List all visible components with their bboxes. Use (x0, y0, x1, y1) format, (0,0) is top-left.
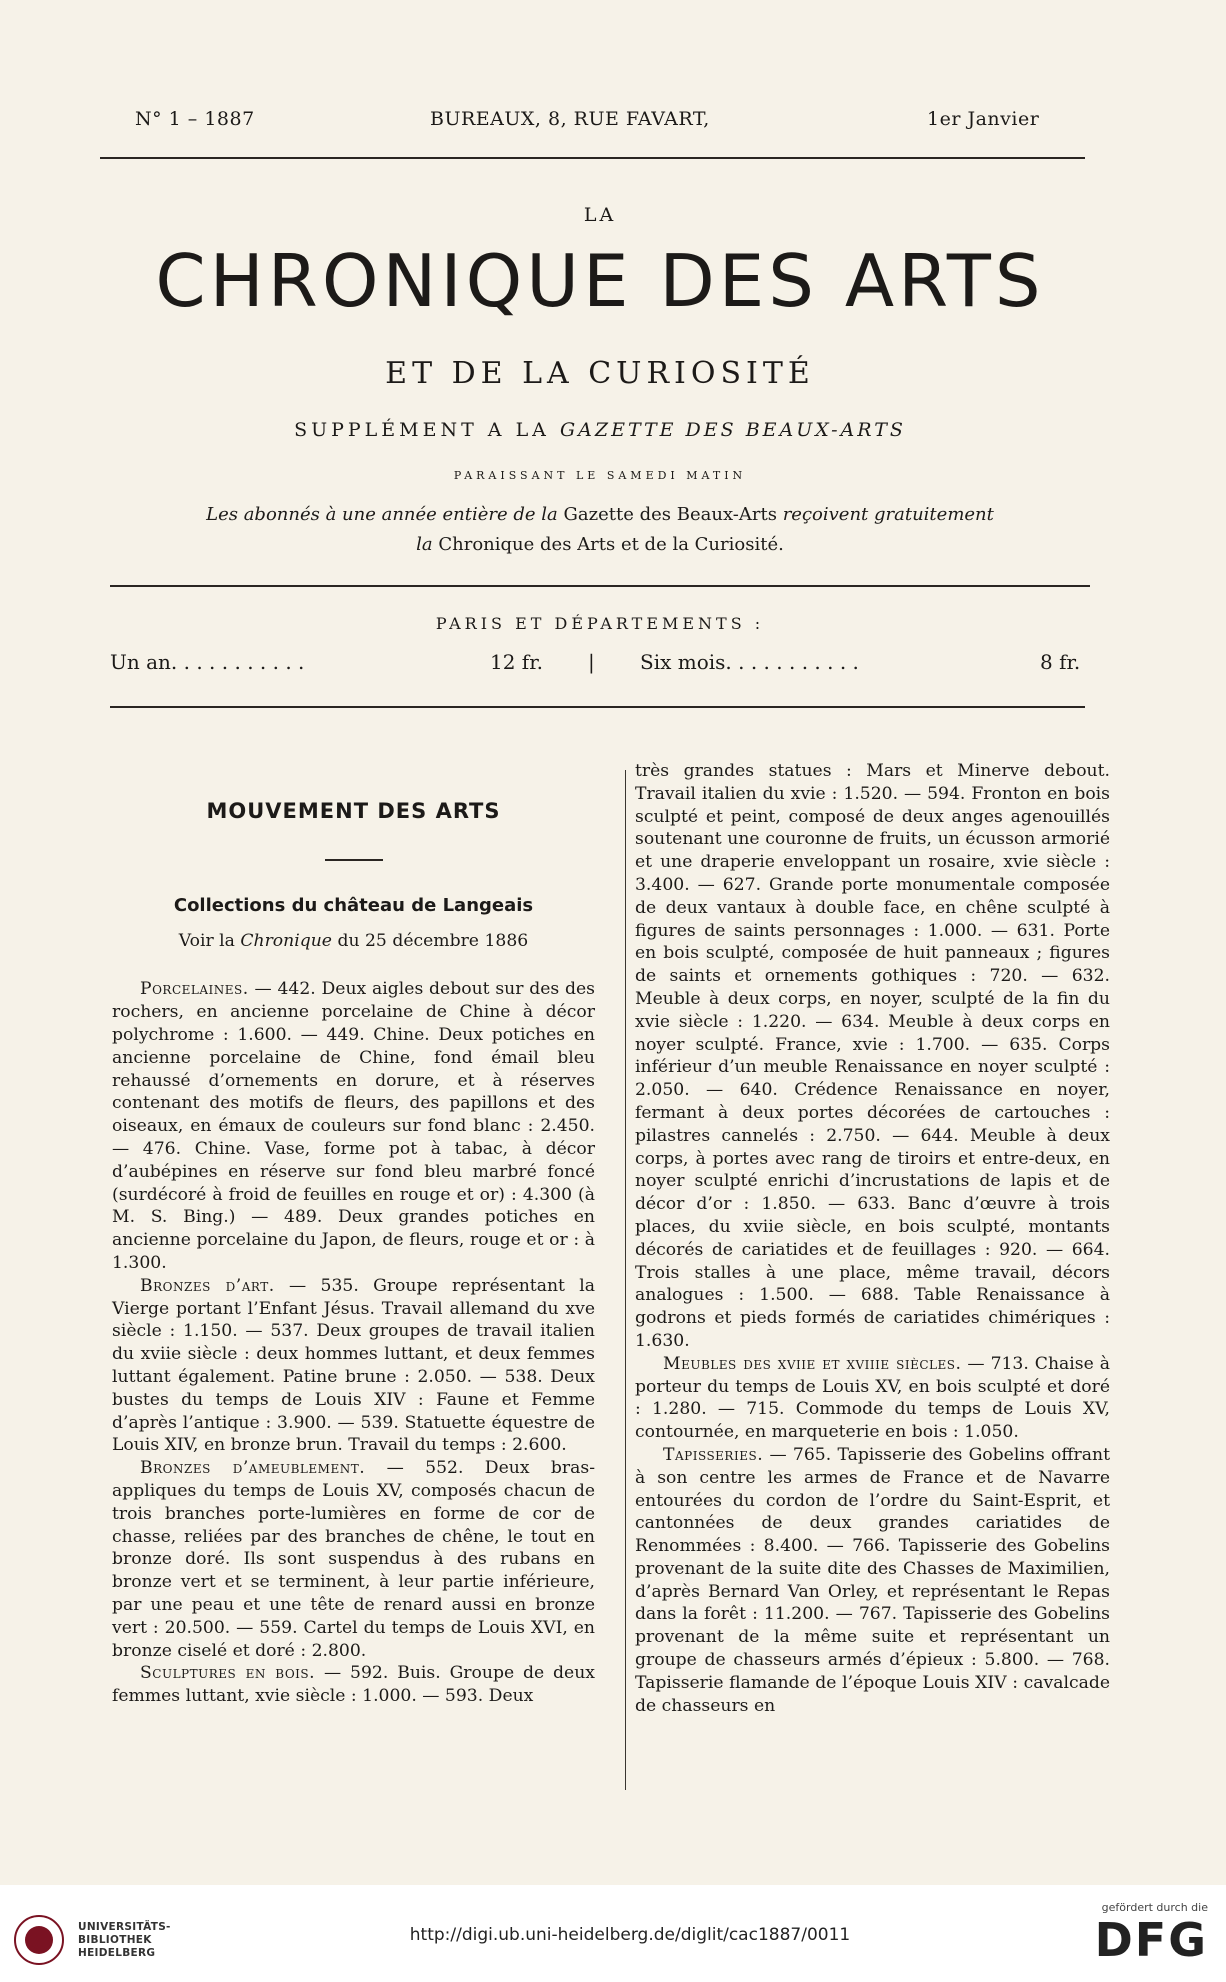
subscribers-note-1c: reçoivent gratuitement (782, 504, 994, 525)
digitization-footer (0, 1885, 1226, 1982)
right-column (635, 760, 1110, 1717)
paragraph-sculptures: Sculptures en bois. — 592. Buis. Groupe de deux femmes luttant, xvie siècle : 1.000. — 593. Deux (112, 1663, 595, 1707)
paragraph-sculptures-continued: très grandes statues : Mars et Minerve debout. Travail italien du xvie : 1.520. — 594. Fronton en bois sculpté et peint, composé de deux anges agenouillés soutenant une couronne de fruits, un écusson armorié et une draperie enveloppant un rosaire, xvie siècle : 3.400. — 627. Grande porte monumentale composée de deux vantaux à double face, en chêne sculpté à figures de saints personnages : 1.000. — 631. Porte en bois sculpté, composée de huit panneaux ; figures de saints et ornements gothiques : 720. — 632. Meuble à deux corps, en noyer, sculpté de la fin du xvie siècle : 1.220. — 634. Meuble à deux corps en noyer sculpté. France, xvie : 1.700. — 635. Corps inférieur d’un meuble Renaissance en noyer sculpté : 2.050. — 640. Crédence Renaissance en noyer, fermant à deux portes décorées de cartouches : pilastres cannelés : 2.750. — 644. Meuble à deux corps, à portes avec rang de tiroirs et entre-deux, en noyer sculpté enrichi d’incrustations de lapis et de décor d’or : 1.850. — 633. Banc d’œuvre à trois places, du xviie siècle, en bois sculpté, montants décorés de cariatides et de feuillages : 920. — 664. Trois stalles à une place, même travail, décors analogues : 1.500. — 688. Table Renaissance à godrons et pieds formés de cariatides chimériques : 1.630. (635, 761, 1110, 1351)
left-column (112, 758, 595, 1708)
subsection-title: Collections du château de Langeais (173, 894, 534, 916)
masthead-subtitle: ET DE LA CURIOSITÉ (385, 356, 815, 391)
permalink-url[interactable]: http://digi.ub.uni-heidelberg.de/diglit/cac1887/0011 (409, 1925, 851, 1945)
section-title: MOUVEMENT DES ARTS (206, 799, 501, 823)
pricing-heading: PARIS ET DÉPARTEMENTS : (435, 614, 765, 633)
funding-note: gefördert durch die (1101, 1901, 1208, 1914)
issue-date: 1er Janvier (927, 108, 1040, 130)
year-label: Un an. . . . . . . . . . . (110, 650, 305, 674)
issue-number: N° 1 – 1887 (135, 108, 255, 130)
subscribers-note-1a: Les abonnés à une année entière de la (206, 504, 558, 525)
subscribers-note-2a: la (416, 534, 433, 555)
masthead-rule (110, 585, 1090, 587)
section-rule (325, 859, 383, 861)
supplement-prefix: SUPPLÉMENT A LA (294, 419, 550, 441)
column-divider (625, 770, 626, 1790)
publication-frequency: PARAISSANT LE SAMEDI MATIN (453, 469, 747, 482)
reference-line (112, 930, 595, 953)
pricing-rule (110, 706, 1085, 708)
library-name: UNIVERSITÄTS- BIBLIOTHEK HEIDELBERG (78, 1920, 171, 1959)
library-logo (14, 1915, 171, 1965)
paragraph-bronzes-art: Bronzes d’art. — 535. Groupe représentant la Vierge portant l’Enfant Jésus. Travail allemand du xve siècle : 1.150. — 537. Deux groupes de travail italien du xviie siècle : deux hommes luttant, et deux femmes luttant également. Patine brune : 2.050. — 538. Deux bustes du temps de Louis XIV : Faune et Femme d’après l’antique : 3.900. — 539. Statuette équestre de Louis XIV, en bronze brun. Travail du temps : 2.600. (112, 1275, 596, 1456)
subscribers-note (100, 500, 1100, 560)
header-rule (100, 157, 1085, 159)
funder-name: DFG (1094, 1913, 1208, 1967)
paragraph-bronzes-ameublement: Bronzes d’ameublement. — 552. Deux bras-appliques du temps de Louis XV, composés chacun de trois branches porte-lumières en forme de cor de chasse, reliées par des branches de chêne, le tout en bronze doré. Ils sont suspendus à des rubans en bronze vert et se terminent, à leur partie inférieure, par une peau et une tête de renard aussi en bronze vert : 20.500. — 559. Cartel du temps de Louis XVI, en bronze ciselé et doré : 2.800. (112, 1458, 595, 1661)
office-address: BUREAUX, 8, RUE FAVART, (430, 108, 710, 130)
dfg-logo (1095, 1901, 1208, 1966)
reference-b: Chronique (240, 930, 332, 951)
reference-a: Voir la (178, 930, 235, 951)
reference-c: du 25 décembre 1886 (337, 930, 529, 951)
university-seal-icon (14, 1915, 64, 1965)
price-separator: | (588, 650, 595, 674)
subscribers-note-2b: Chronique des Arts et de la Curiosité. (438, 534, 784, 555)
masthead-article: LA (583, 204, 617, 226)
supplement-line (100, 419, 1100, 441)
subscribers-note-1b: Gazette des Beaux-Arts (563, 504, 777, 525)
paragraph-meubles: Meubles des xviie et xviiie siècles. — 713. Chaise à porteur du temps de Louis XV, en bois sculpté et doré : 1.280. — 715. Commode du temps de Louis XV, contournée, en marqueterie en bois : 1.050. (635, 1353, 1110, 1443)
year-price: 12 fr. (490, 650, 543, 674)
half-year-price: 8 fr. (1040, 650, 1081, 674)
paragraph-porcelaines: Porcelaines. — 442. Deux aigles debout sur des des rochers, en ancienne porcelaine de Chine à décor polychrome : 1.600. — 449. Chine. Deux potiches en ancienne porcelaine de Chine, fond émail bleu rehaussé d’ornements en dorure, et à réserves contenant des motifs de fleurs, des papillons et des oiseaux, en émaux de couleurs sur fond blanc : 2.450. — 476. Chine. Vase, forme pot à tabac, à décor d’aubépines en réserve sur fond bleu marbré foncé (surdécoré à froid de feuilles en rouge et or) : 4.300 (à M. S. Bing.) — 489. Deux grandes potiches en ancienne porcelaine du Japon, de fleurs, rouge et or : à 1.300. (112, 979, 596, 1273)
supplement-title: GAZETTE DES BEAUX-ARTS (559, 419, 906, 441)
paragraph-tapisseries: Tapisseries. — 765. Tapisserie des Gobelins offrant à son centre les armes de France et de Navarre entourées du cordon de l’ordre du Saint-Esprit, et cantonnées de deux grandes cariatides de Renommées : 8.400. — 766. Tapisserie des Gobelins provenant de la suite dite des Chasses de Maximilien, d’après Bernard Van Orley, et représentant le Repas dans la forêt : 11.200. — 767. Tapisserie des Gobelins provenant de la même suite et représentant un groupe de chasseurs armés d’épieux : 5.800. — 768. Tapisserie flamande de l’époque Louis XIV : cavalcade de chasseurs en (635, 1444, 1110, 1716)
half-year-label: Six mois. . . . . . . . . . . (640, 650, 859, 674)
masthead-title: CHRONIQUE DES ARTS (155, 239, 1045, 323)
